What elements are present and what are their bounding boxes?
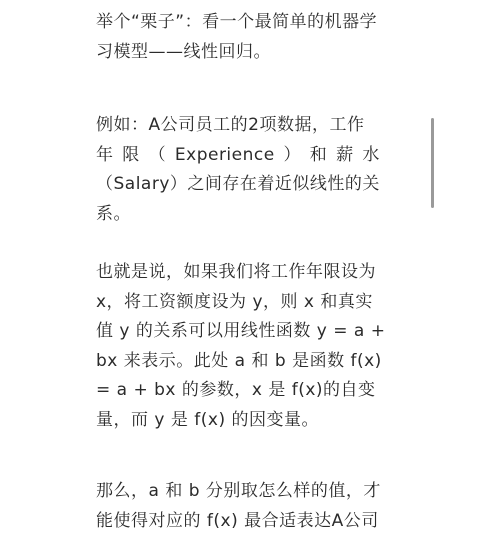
text-fragment: 薪: [336, 141, 354, 171]
paragraph-question: [96, 477, 381, 536]
scrollbar-thumb[interactable]: [431, 118, 434, 208]
text-fragment: 年: [96, 141, 114, 171]
text-line: 例如：A公司员工的2项数据，工作: [96, 111, 380, 141]
text-fragment: 水: [362, 141, 380, 171]
text-line: 能使得对应的 f(x) 最合适表达A公司: [96, 507, 381, 536]
text-line: bx 来表示。此处 a 和 b 是函数 f(x): [96, 347, 385, 377]
text-line: 那么，a 和 b 分别取怎么样的值，才: [96, 477, 381, 507]
text-fragment: Experience: [175, 141, 275, 171]
text-line: 举个“栗子”：看一个最简单的机器学: [96, 8, 377, 38]
paragraph-intro: [96, 8, 377, 67]
text-fragment: ）: [284, 141, 302, 171]
text-fragment: （: [149, 141, 167, 171]
text-line-justified: [96, 141, 380, 171]
text-line: 系。: [96, 200, 380, 230]
paragraph-explanation: [96, 258, 385, 435]
text-line: 也就是说，如果我们将工作年限设为: [96, 258, 385, 288]
text-fragment: 和: [310, 141, 328, 171]
text-line: 值 y 的关系可以用线性函数 y = a +: [96, 317, 385, 347]
text-line: （Salary）之间存在着近似线性的关: [96, 170, 380, 200]
text-fragment: 限: [122, 141, 140, 171]
text-line: x，将工资额度设为 y，则 x 和真实: [96, 288, 385, 318]
paragraph-example: [96, 111, 380, 229]
text-line: = a + bx 的参数，x 是 f(x)的自变: [96, 376, 385, 406]
text-line: 量，而 y 是 f(x) 的因变量。: [96, 406, 385, 436]
text-line: 习模型——线性回归。: [96, 38, 377, 68]
